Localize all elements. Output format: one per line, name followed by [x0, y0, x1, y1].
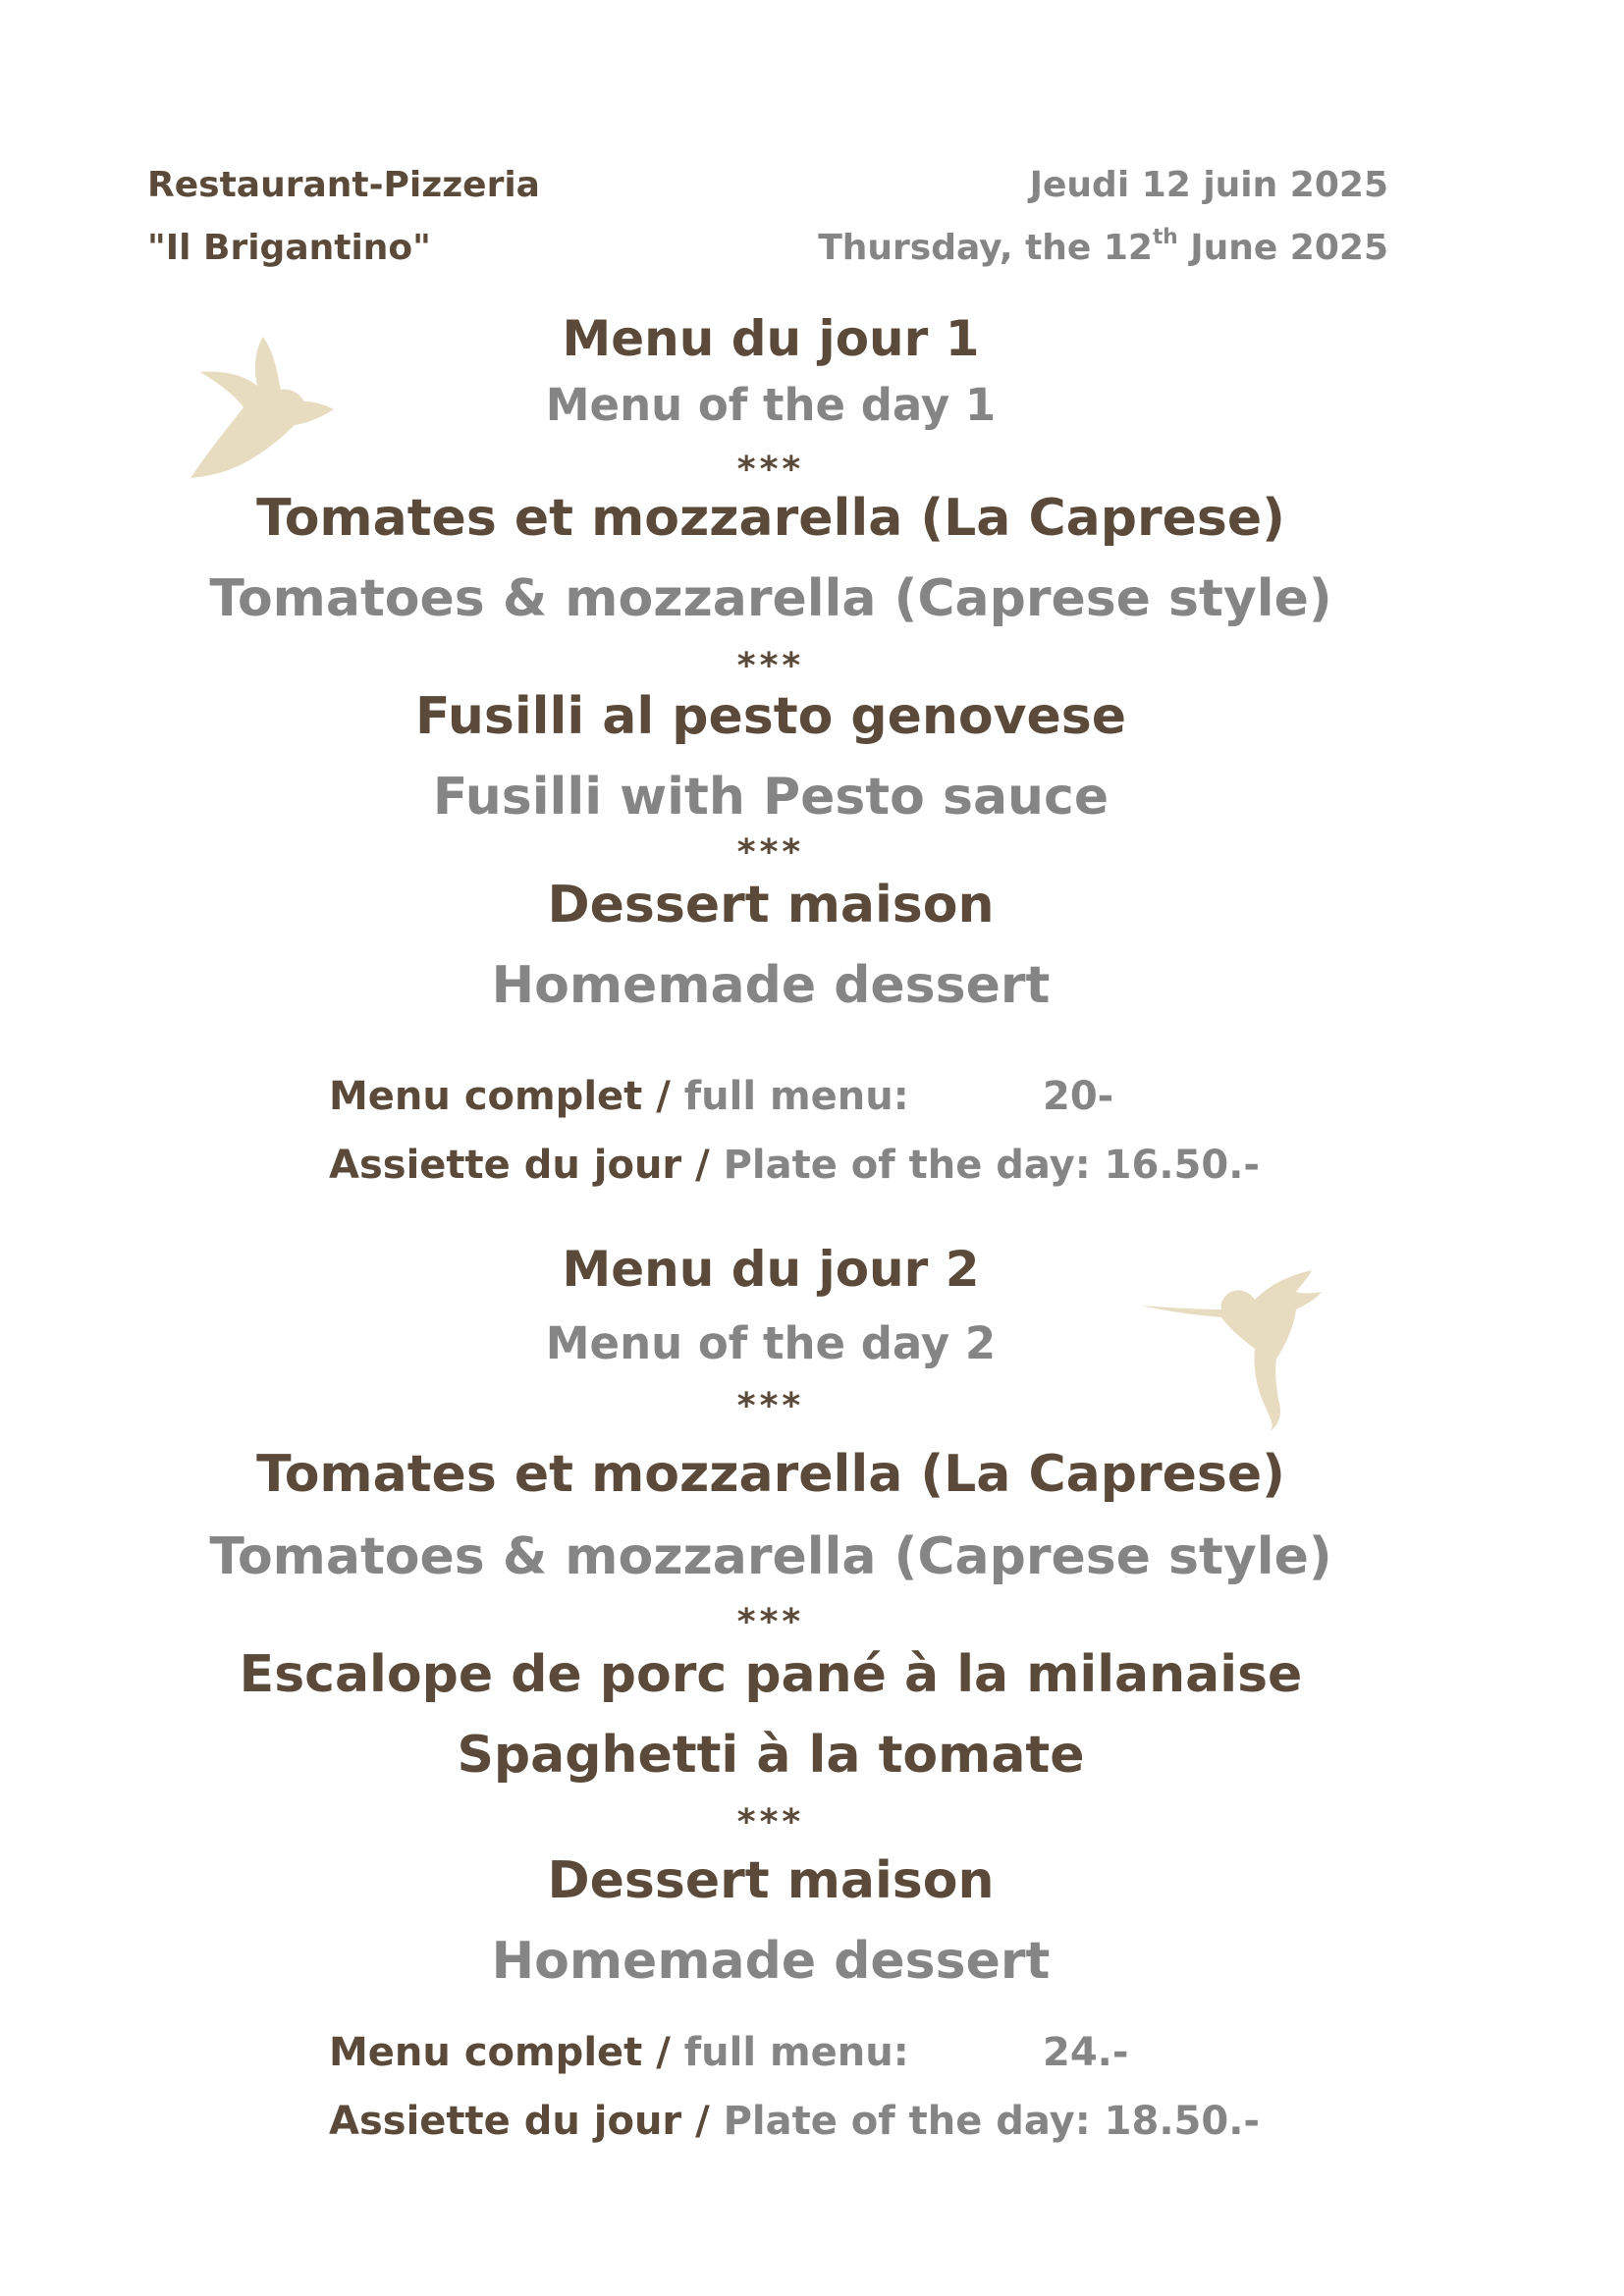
separator: ***: [736, 832, 805, 873]
menu2-title-en: Menu of the day 2: [545, 1317, 997, 1369]
menu2-title-fr: Menu du jour 2: [562, 1241, 980, 1298]
menu1-full-price-label: Menu complet / full menu:: [329, 1074, 909, 1119]
menu1-main-fr: Fusilli al pesto genovese: [414, 687, 1127, 746]
separator: ***: [736, 646, 805, 686]
restaurant-name: Restaurant-Pizzeria: [147, 165, 540, 205]
menu1-dessert-en: Homemade dessert: [491, 956, 1051, 1015]
menu2-starter-en: Tomatoes & mozzarella (Caprese style): [209, 1527, 1332, 1586]
menu1-main-en: Fusilli with Pesto sauce: [432, 768, 1110, 827]
menu2-plate-price-label: Assiette du jour / Plate of the day: 18.50.-: [329, 2099, 1260, 2144]
menu1-starter-fr: Tomates et mozzarella (La Caprese): [256, 489, 1285, 548]
menu1-title-fr: Menu du jour 1: [562, 310, 980, 367]
restaurant-name-line2: "Il Brigantino": [147, 228, 431, 268]
menu2-full-price-label: Menu complet / full menu:: [329, 2030, 909, 2075]
menu2-full-price: 24.-: [1043, 2030, 1129, 2075]
menu1-plate-price-label: Assiette du jour / Plate of the day: 16.50.-: [329, 1143, 1260, 1188]
separator: ***: [736, 1802, 805, 1842]
menu2-dessert-en: Homemade dessert: [491, 1932, 1051, 1991]
menu1-starter-en: Tomatoes & mozzarella (Caprese style): [209, 569, 1332, 628]
menu2-main-fr-line2: Spaghetti à la tomate: [457, 1726, 1085, 1785]
date-fr: Jeudi 12 juin 2025: [1029, 165, 1388, 205]
menu2-dessert-fr: Dessert maison: [547, 1851, 995, 1910]
separator: ***: [736, 450, 805, 490]
menu1-plate-price: 16.50.-: [1104, 1143, 1260, 1188]
separator: ***: [736, 1602, 805, 1642]
menu1-dessert-fr: Dessert maison: [547, 876, 995, 934]
menu1-full-price: 20-: [1043, 1074, 1114, 1119]
menu2-plate-price: 18.50.-: [1104, 2099, 1260, 2144]
menu2-main-fr-line1: Escalope de porc pané à la milanaise: [239, 1645, 1303, 1704]
menu1-title-en: Menu of the day 1: [545, 379, 997, 431]
separator: ***: [736, 1386, 805, 1426]
menu2-starter-fr: Tomates et mozzarella (La Caprese): [256, 1445, 1285, 1504]
date-en: Thursday, the 12th June 2025: [818, 224, 1388, 268]
